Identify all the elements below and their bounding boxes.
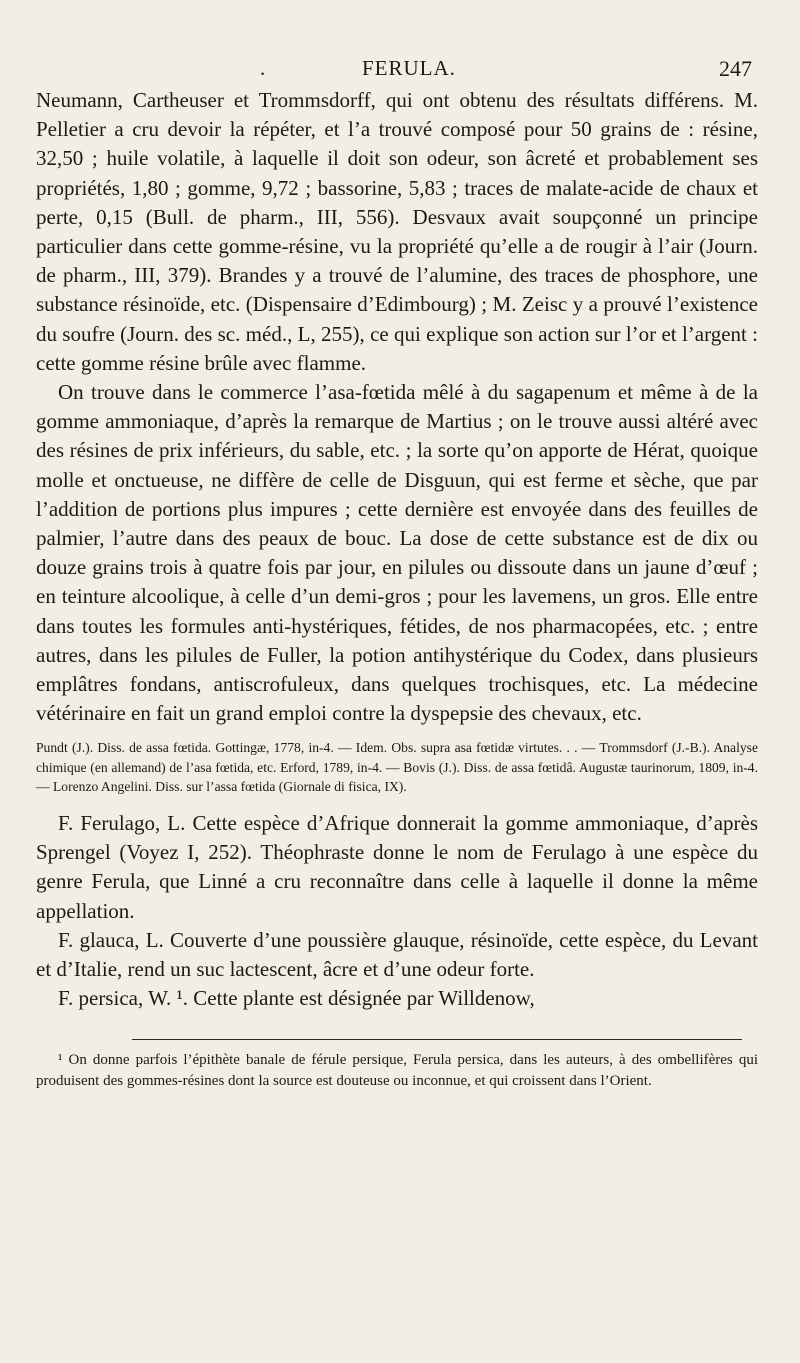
paragraph-glauca: F. glauca, L. Couverte d’une poussière glauque, résinoïde, cette espèce, du Levant et d’Italie, rend un suc lactescent, âcre et d’une odeur forte.: [36, 927, 758, 981]
paragraph-commerce: On trouve dans le commerce l’asa-fœtida mêlé à du sagapenum et même à de la gomme ammoniaque, d’après la remarque de Martius ; on le trouve aussi altéré avec des résines de prix inférieurs, du sable, etc. ; la sorte qu’on apporte de Hérat, quoique molle et onctueuse, ne diffère de celle de Disguun, qui est ferme et sèche, que par l’addition de portions plus impures ; cette dernière est envoyée dans des feuilles de palmier, l’autre dans des peaux de bouc. La dose de cette substance est de dix ou douze grains trois à quatre fois par jour, en pilules ou dissoute dans un jaune d’œuf ; en teinture alcoolique, à celle d’un demi-gros ; pour les lavemens, un gros. Elle entre dans toutes les formules anti-hystériques, fétides, de nos pharmacopées, etc. ; entre autres, dans les pilules de Fuller, la potion antihystérique du Codex, dans plusieurs emplâtres fondans, antiscrofuleux, dans quelques trochisques, etc. La médecine vétérinaire en fait un grand emploi contre la dyspepsie des chevaux, etc.: [36, 380, 758, 726]
running-title: FERULA.: [362, 56, 456, 80]
page-header: [36, 52, 758, 86]
paragraph-composition: Neumann, Cartheuser et Trommsdorff, qui ont obtenu des résultats différens. M. Pelletier a cru devoir la répéter, et l’a trouvé composé pour 50 grains de : résine, 32,50 ; huile volatile, à laquelle il doit son odeur, son âcreté et probablement ses propriétés, 1,80 ; gomme, 9,72 ; bassorine, 5,83 ; traces de malate-acide de chaux et perte, 0,15 (Bull. de pharm., III, 556). Desvaux avait soupçonné un principe particulier dans cette gomme-résine, vu la propriété qu’elle a de rougir à l’air (Journ. de pharm., III, 379). Brandes y a trouvé de l’alumine, des traces de phosphore, une substance résinoïde, etc. (Dispensaire d’Edimbourg) ; M. Zeisc y a prouvé l’existence du soufre (Journ. des sc. méd., L, 255), ce qui explique son action sur l’or et l’argent : cette gomme résine brûle avec flamme.: [36, 88, 758, 375]
paragraph-persica: F. persica, W. ¹. Cette plante est désignée par Willdenow,: [58, 986, 535, 1011]
footnote-rule: [132, 1039, 742, 1040]
header-dot: .: [260, 56, 266, 80]
bibliography-references: Pundt (J.). Diss. de assa fœtida. Gottingæ, 1778, in-4. — Idem. Obs. supra asa fœtidæ virtutes. . . — Trommsdorf (J.-B.). Analyse chimique (en allemand) de l’asa fœtida, etc. Erford, 1789, in-4. — Bovis (J.). Diss. de assa fœtidâ. Augustæ taurinorum, 1809, in-4. — Lorenzo Angelini. Diss. sur l’assa fœtida (Giornale di fisica, IX).: [36, 740, 758, 795]
page-number: 247: [719, 56, 752, 81]
footnote: ¹ On donne parfois l’épithète banale de férule persique, Ferula persica, dans les auteurs, à des ombellifères qui produisent des gommes-résines dont la source est douteuse ou inconnue, et qui croissent dans l’Orient.: [36, 1052, 758, 1090]
paragraph-ferulago: F. Ferulago, L. Cette espèce d’Afrique donnerait la gomme ammoniaque, d’après Sprengel (Voyez I, 252). Théophraste donne le nom de Ferulago à une espèce du genre Ferula, que Linné a cru reconnaître dans celle à laquelle il donne la même appellation.: [36, 810, 758, 923]
